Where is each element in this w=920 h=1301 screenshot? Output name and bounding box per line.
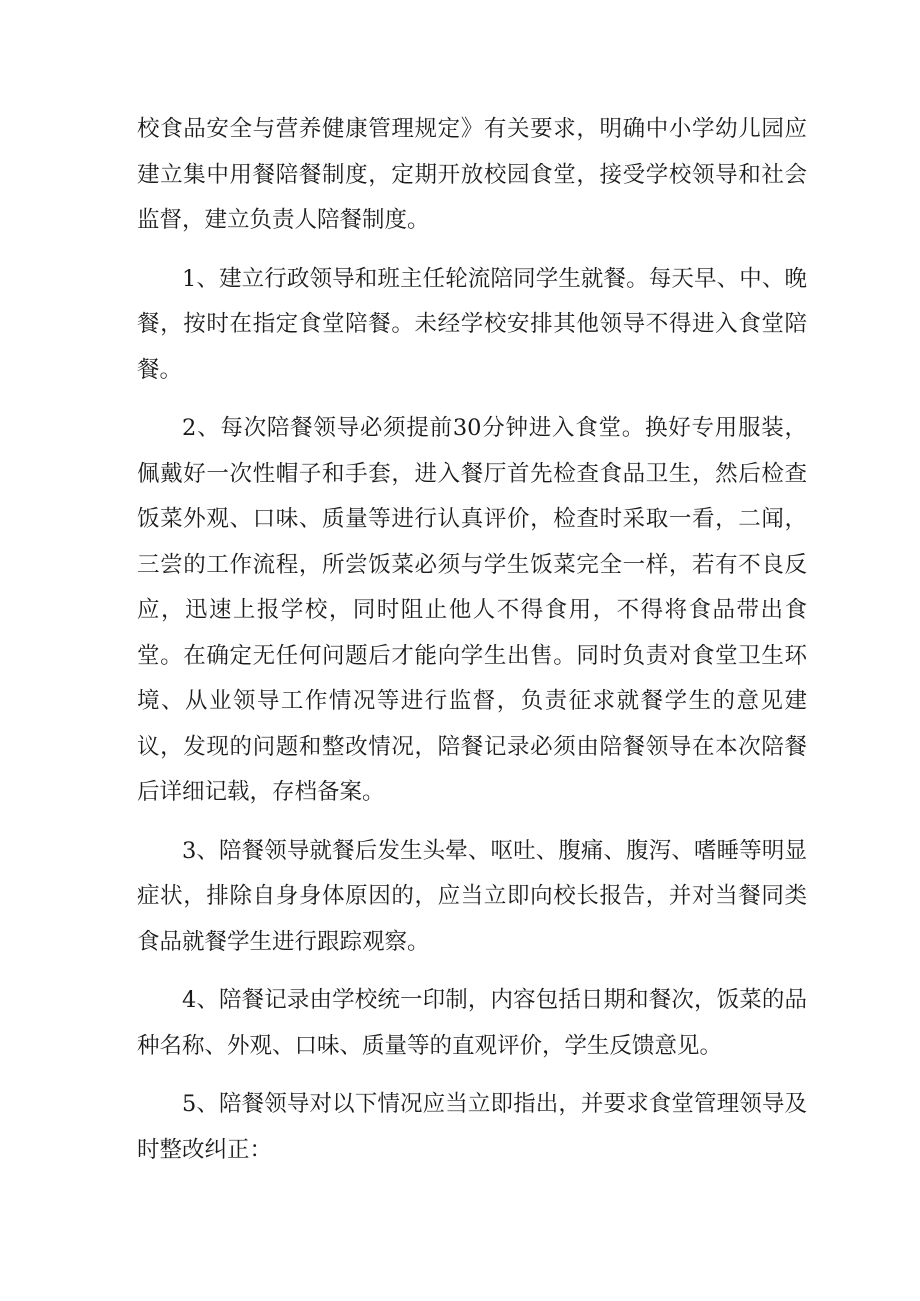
- paragraph-item-5: 5、陪餐领导对以下情况应当立即指出，并要求食堂管理领导及时整改纠正：: [137, 1091, 807, 1163]
- paragraph-item-1: 1、建立行政领导和班主任轮流陪同学生就餐。每天早、中、晚餐，按时在指定食堂陪餐。未经学校安排其他领导不得进入食堂陪餐。: [137, 265, 807, 383]
- paragraph-item-3: 3、陪餐领导就餐后发生头晕、呕吐、腹痛、腹泻、嗜睡等明显症状，排除自身身体原因的，应当立即向校长报告，并对当餐同类食品就餐学生进行跟踪观察。: [137, 837, 807, 955]
- document-body: [137, 107, 807, 1186]
- paragraph-continuation: 校食品安全与营养健康管理规定》有关要求，明确中小学幼儿园应建立集中用餐陪餐制度，定期开放校园食堂，接受学校领导和社会监督，建立负责人陪餐制度。: [137, 116, 807, 233]
- paragraph-item-2: 2、每次陪餐领导必须提前30分钟进入食堂。换好专用服装，佩戴好一次性帽子和手套，进入餐厅首先检查食品卫生，然后检查饭菜外观、口味、质量等进行认真评价，检查时采取一看，二闻，三尝的工作流程，所尝饭菜必须与学生饭菜完全一样，若有不良反应，迅速上报学校，同时阻止他人不得食用，不得将食品带出食堂。在确定无任何问题后才能向学生出售。同时负责对食堂卫生环境、从业领导工作情况等进行监督，负责征求就餐学生的意见建议，发现的问题和整改情况，陪餐记录必须由陪餐领导在本次陪餐后详细记载，存档备案。: [137, 415, 807, 805]
- paragraph-item-4: 4、陪餐记录由学校统一印制，内容包括日期和餐次，饭菜的品种名称、外观、口味、质量等的直观评价，学生反馈意见。: [137, 987, 807, 1059]
